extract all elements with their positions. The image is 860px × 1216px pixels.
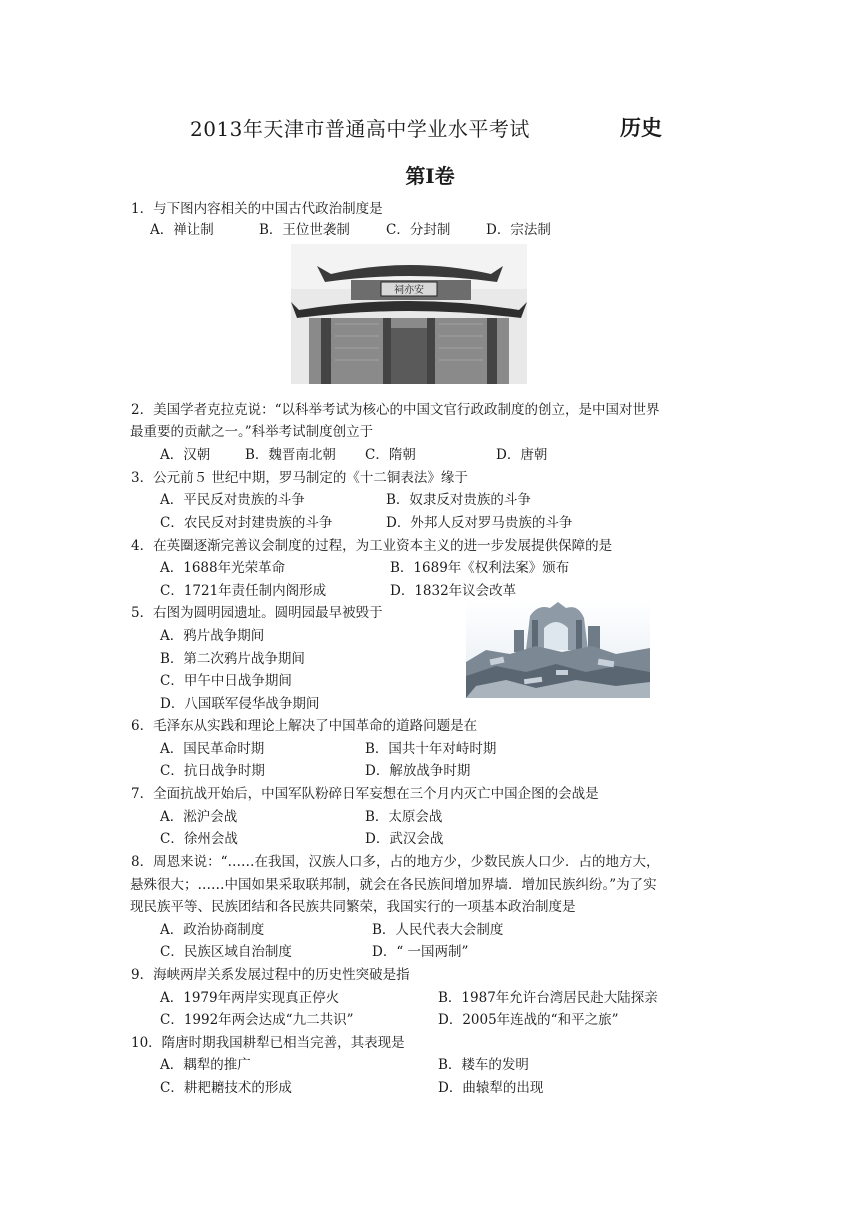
exam-title: 2013年天津市普通高中学业水平考试 [190,117,530,141]
question-8-option-d: D．“ 一国两制” [372,944,469,960]
section-heading: 第Ⅰ卷 [405,164,455,188]
question-6-option-b: B．国共十年对峙时期 [365,741,497,757]
question-9-option-c: C．1992年两会达成“九二共识” [160,1012,354,1028]
question-10-option-c: C．耕耙耱技术的形成 [160,1080,292,1096]
question-9-stem: 9．海峡两岸关系发展过程中的历史性突破是指 [131,967,410,983]
question-8-option-b: B．人民代表大会制度 [372,922,504,938]
question-5-stem: 5．右图为圆明园遗址。圆明园最早被毁于 [131,605,383,621]
question-6-option-a: A．国民革命时期 [160,741,265,757]
question-10-option-a: A．耦犁的推广 [160,1057,251,1073]
question-1-option-b: B．王位世袭制 [259,222,350,238]
question-2-stem-line-1: 2．美国学者克拉克说：“以科举考试为核心的中国文官行政政制度的创立，是中国对世界 [131,402,660,418]
question-9-option-d: D．2005年连战的“和平之旅” [438,1012,619,1028]
question-8-stem-line-1: 8．周恩来说：“……在我国，汉族人口多，占的地方少，少数民族人口少．占的地方大， [131,854,660,870]
question-1-stem: 1．与下图内容相关的中国古代政治制度是 [131,201,383,217]
question-4-option-d: D．1832年议会改革 [390,583,517,599]
question-3-option-d: D．外邦人反对罗马贵族的斗争 [386,515,573,531]
question-8-option-c: C．民族区域自治制度 [160,944,292,960]
question-4-option-c: C．1721年责任制内阁形成 [160,583,327,599]
yuanmingyuan-ruins-photo [466,600,650,698]
temple-plaque-text: 祠亦安 [394,285,424,296]
question-7-option-a: A．淞沪会战 [160,809,238,825]
ancestral-temple-photo [291,244,527,384]
question-1-option-a: A．禅让制 [150,222,214,238]
question-4-option-a: A．1688年光荣革命 [160,560,286,576]
question-3-option-c: C．农民反对封建贵族的斗争 [160,515,333,531]
title-row [0,113,860,143]
question-2-option-b: B．魏晋南北朝 [245,447,336,463]
question-4-stem: 4．在英圈逐渐完善议会制度的过程，为工业资本主义的进一步发展提供保障的是 [131,538,613,554]
question-2-option-c: C．隋朝 [365,447,416,463]
question-3-option-a: A．平民反对贵族的斗争 [160,492,305,508]
question-8-option-a: A．政治协商制度 [160,922,265,938]
question-5-option-a: A．鸦片战争期间 [160,628,265,644]
question-3-stem: 3．公元前５ 世纪中期，罗马制定的《十二铜表法》缘于 [131,470,468,486]
question-2-stem-line-2: 最重要的贡献之一。”科举考试制度创立于 [130,424,374,440]
question-3-option-b: B．奴隶反对贵族的斗争 [386,492,531,508]
question-6-stem: 6．毛泽东从实践和理论上解决了中国革命的道路问题是在 [131,718,478,734]
question-5-option-c: C．甲午中日战争期间 [160,673,292,689]
question-8-stem-line-2: 悬殊很大；……中国如果采取联邦制，就会在各民族间增加界墙．增加民族纠纷。”为了实 [130,877,657,893]
question-10-option-b: B．耧车的发明 [438,1057,529,1073]
question-2-option-a: A．汉朝 [160,447,211,463]
question-1-option-d: D．宗法制 [486,222,551,238]
question-7-option-d: D．武汉会战 [365,831,444,847]
subject-title: 历史 [620,115,662,140]
question-5-option-b: B．第二次鸦片战争期间 [160,651,305,667]
question-4-option-b: B．1689年《权利法案》颁布 [390,560,570,576]
question-5-option-d: D．八国联军侵华战争期间 [160,696,320,712]
question-6-option-d: D．解放战争时期 [365,763,471,779]
question-7-stem: 7．全面抗战开始后，中国军队粉碎日军妄想在三个月内灭亡中国企图的会战是 [131,786,599,802]
question-10-option-d: D．曲辕犁的出现 [438,1080,544,1096]
question-10-stem: 10．隋唐时期我国耕犁已相当完善，其表现是 [131,1035,405,1051]
question-1-option-c: C．分封制 [386,222,451,238]
question-6-option-c: C．抗日战争时期 [160,763,265,779]
question-8-stem-line-3: 现民族平等、民族团结和各民族共同繁荣，我国实行的一项基本政治制度是 [130,899,576,915]
question-7-option-b: B．太原会战 [365,809,443,825]
question-2-option-d: D．唐朝 [496,447,548,463]
question-7-option-c: C．徐州会战 [160,831,238,847]
question-9-option-a: A．1979年两岸实现真正停火 [160,990,340,1006]
question-9-option-b: B．1987年允许台湾居民赴大陆探亲 [438,990,658,1006]
